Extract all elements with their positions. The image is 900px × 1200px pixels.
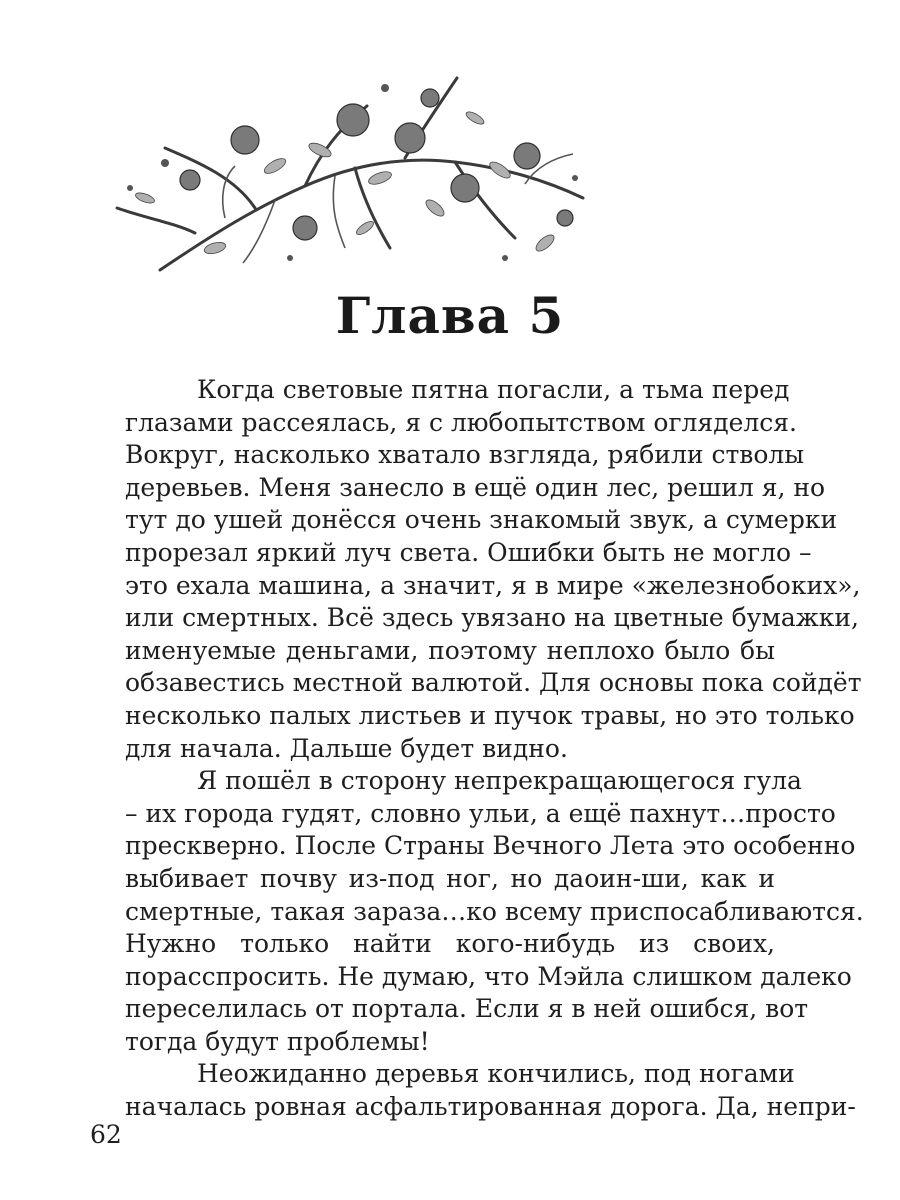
text-line: глазами рассеялась, я с любопытством огляделся. [125, 407, 797, 437]
text-line: обзавестись местной валютой. Для основы пока сойдёт [125, 668, 862, 698]
text-line: началась ровная асфальтированная дорога. Да, непри- [125, 1092, 856, 1122]
text-line: это ехала машина, а значит, я в мире «железнобоких», [125, 570, 861, 600]
text-line: смертные, такая зараза…ко всему приспосабливаются. [125, 896, 864, 926]
text-line: деревьев. Меня занесло в ещё один лес, решил я, но [125, 472, 826, 502]
text-line: Неожиданно деревья кончились, под ногами [197, 1059, 795, 1089]
chapter-title: Глава 5 [335, 286, 565, 345]
text-line: Нужно только найти кого-нибудь из своих, [125, 929, 775, 959]
text-line: Когда световые пятна погасли, а тьма перед [197, 375, 790, 404]
rose-branch-icon [105, 58, 595, 280]
text-line: тогда будут проблемы! [125, 1026, 430, 1056]
text-line: переселилась от портала. Если я в ней ошибся, вот [125, 994, 809, 1024]
text-line: прескверно. После Страны Вечного Лета это особенно [125, 831, 856, 861]
text-line: Я пошёл в сторону непрекращающегося гула [197, 766, 802, 796]
text-line: тут до ушей донёсся очень знакомый звук, а сумерки [125, 505, 838, 535]
text-line: для начала. Дальше будет видно. [125, 733, 568, 763]
text-line: выбивает почву из-под ног, но даоин-ши, как и [125, 863, 775, 893]
text-line: – их города гудят, словно ульи, а ещё пахнут…просто [125, 798, 836, 828]
text-line: порасспросить. Не думаю, что Мэйла слишком далеко [125, 961, 852, 991]
text-line: прорезал яркий луч света. Ошибки быть не могло – [125, 537, 812, 567]
text-line: несколько палых листьев и пучок травы, но это только [125, 700, 855, 730]
text-line: именуемые деньгами, поэтому неплохо было бы [125, 635, 775, 665]
text-line: Вокруг, насколько хватало взгляда, рябили стволы [125, 440, 805, 470]
body-text [125, 374, 864, 1124]
text-line: или смертных. Всё здесь увязано на цветные бумажки, [125, 603, 859, 633]
page-number: 62 [90, 1120, 122, 1149]
